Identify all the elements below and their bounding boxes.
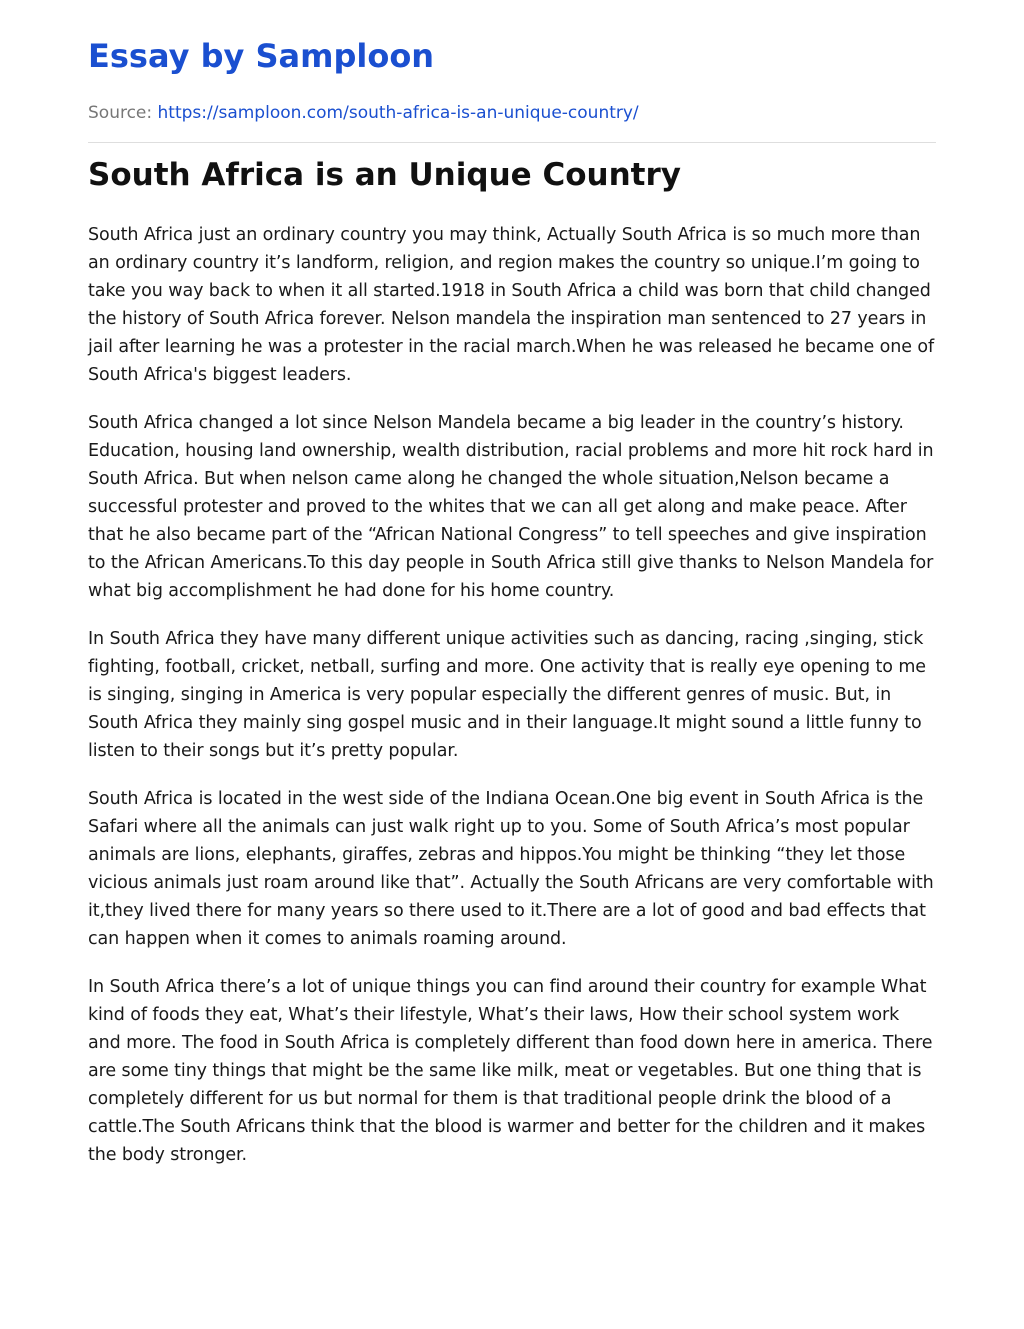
source-line: [88, 101, 639, 125]
essay-paragraph: In South Africa there’s a lot of unique things you can find around their country for example What kind of foods they eat, What’s their lifestyle, What’s their laws, How their school system work and more. The food in South Africa is completely different than food down here in america. There are some tiny things that might be the same like milk, meat or vegetables. But one thing that is completely different for us but normal for them is that traditional people drink the blood of a cattle.The South Africans think that the blood is warmer and better for the children and it makes the body stronger.: [88, 977, 933, 1165]
essay-paragraph: South Africa just an ordinary country you may think, Actually South Africa is so much more than an ordinary country it’s landform, religion, and region makes the country so unique.I’m going to take you way back to when it all started.1918 in South Africa a child was born that child changed the history of South Africa forever. Nelson mandela the inspiration man sentenced to 27 years in jail after learning he was a protester in the racial march.When he was released he became one of South Africa's biggest leaders.: [88, 225, 935, 385]
essay-paragraph: In South Africa they have many different unique activities such as dancing, racing ,singing, stick fighting, football, cricket, netball, surfing and more. One activity that is really eye opening to me is singing, singing in America is very popular especially the different genres of music. But, in South Africa they mainly sing gospel music and in their language.It might sound a little funny to listen to their songs but it’s pretty popular.: [88, 629, 926, 761]
essay-paragraph: South Africa is located in the west side of the Indiana Ocean.One big event in South Africa is the Safari where all the animals can just walk right up to you. Some of South Africa’s most popular animals are lions, elephants, giraffes, zebras and hippos.You might be thinking “they let those vicious animals just roam around like that”. Actually the South Africans are very comfortable with it,they lived there for many years so there used to it.There are a lot of good and bad effects that can happen when it comes to animals roaming around.: [88, 789, 934, 949]
essay-title: South Africa is an Unique Country: [88, 157, 681, 193]
source-link[interactable]: https://samploon.com/south-africa-is-an-unique-country/: [157, 103, 639, 123]
essay-paragraph: South Africa changed a lot since Nelson Mandela became a big leader in the country’s history. Education, housing land ownership, wealth distribution, racial problems and more hit rock hard in South Africa. But when nelson came along he changed the whole situation,Nelson became a successful protester and proved to the whites that we can all get along and make peace. After that he also became part of the “African National Congress” to tell speeches and give inspiration to the African Americans.To this day people in South Africa still give thanks to Nelson Mandela for what big accomplishment he had done for his home country.: [88, 413, 934, 601]
header-divider: [88, 142, 936, 143]
essay-body: [88, 221, 936, 1189]
source-label: Source:: [88, 103, 153, 123]
site-title[interactable]: Essay by Samploon: [88, 37, 435, 75]
